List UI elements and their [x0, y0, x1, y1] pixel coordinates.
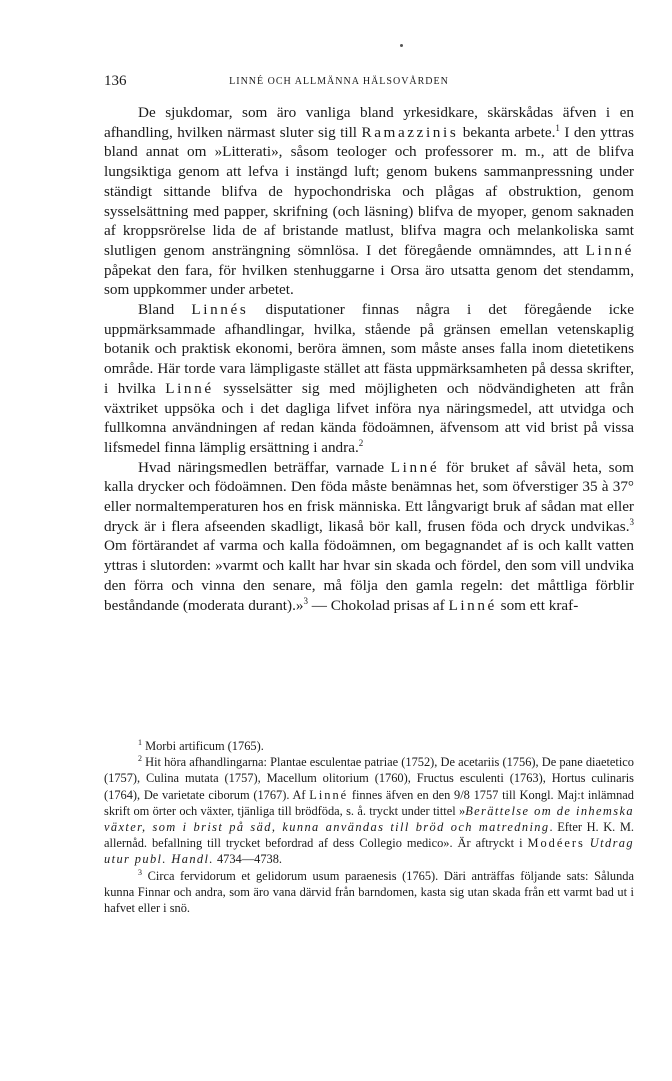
- footnote-3: [104, 868, 634, 917]
- footnote-text: 1757 till Kongl. Maj:t inlämnad skrift om örter och växter, tjänliga till brödföda, s. å. tryckt under tittel »: [104, 787, 634, 818]
- footnote-2: [104, 754, 634, 867]
- text-run: I den yttras bland annat om »Litterati», såsom teologer och professorer m. m., att de blifva lungsiktiga genom att lefva i instängd luft; genom bukens sammanpressning under ständigt sittande blifva de hypochondriska och plågas af obstruktion, genom sysselsättning med papper, skrifning (och läsning) blifva de myoper, genom saknaden af kroppsrörelse lida de af bristande matlust, blifva magra och melankoliska samt slutligen genom ansträngning sömnlösa. I det föregående omnämndes, att: [104, 123, 634, 259]
- author-name-ramazzini: Ramazzinis: [361, 123, 459, 141]
- footnote-text: Morbi artificum (1765).: [142, 739, 264, 753]
- paragraph-2: [104, 300, 634, 458]
- text-run: De sjukdomar, som äro vanliga bland yrkesidkare, skärskådas äfven i en afhandling, hvilken närmast sluter sig till: [104, 104, 634, 141]
- paragraph-1: [104, 103, 634, 300]
- footnote-text: Circa fervidorum et gelidorum usum paraenesis (1765). Däri anträffas följande sats: Sålunda kunna Finnar och andra, som äro vana därvid från barndomen, kasta sig utan skada från ett varmt bad ut i hafvet eller i snö.: [104, 868, 634, 916]
- text-run: Hvad näringsmedlen beträffar, varnade: [138, 458, 391, 476]
- text-run: — Chokolad prisas af: [307, 596, 449, 614]
- author-name-linne: Linné: [585, 241, 634, 259]
- date-fraction: 9/8: [454, 787, 470, 802]
- text-run: påpekat den fara, för hvilken stenhuggarne i Orsa äro utsatta genom det stendamm, som uppkommer under arbetet.: [104, 261, 634, 299]
- page-header: [104, 73, 574, 95]
- text-run: bekanta arbete.: [458, 123, 556, 141]
- page-number: 136: [104, 73, 127, 89]
- footnote-ref-3: 3: [629, 516, 634, 527]
- text-run: disputationer finnas några i det föregående icke uppmärksammade afhandlingar, hvilka, stående på gränsen emellan vetenskaplig botanik och praktisk ekonomi, beröra ämnen, som måste anses falla inom dietetikens område. Här torde vara lämpligaste stället att fästa uppmärksamheten på dessa skrifter, i hvilka: [104, 301, 634, 397]
- author-name-linnes: Linnés: [191, 301, 249, 319]
- book-title: Utdrag utur publ. Handl.: [104, 836, 634, 867]
- author-name-linne: Linné: [390, 458, 440, 476]
- author-name-linne: Linné: [309, 787, 349, 802]
- footnote-ref-2: 2: [358, 437, 364, 448]
- footnotes: [104, 738, 634, 916]
- footnote-1: [104, 738, 634, 754]
- author-name-linne: Linné: [165, 379, 214, 397]
- body-text: [104, 103, 634, 615]
- footnote-marker: 1: [138, 738, 142, 747]
- book-title: Berättelse om de inhemska växter, som i brist på säd, kunna användas till bröd och matredning: [104, 803, 634, 835]
- text-run: Bland: [138, 301, 192, 319]
- text-run: Om förtärandet af varma och kalla födoämnen, om begagnandet af is och kallt vatten yttras i slutorden: »varmt och kallt har hvar sin skada och fördel, den som vill undvika den förra och vinna den senare, må följa den gamla regeln: det måttliga förblir beståndande (moderata durant).»: [104, 537, 634, 614]
- text-run: sysselsätter sig med möjligheten och nödvändigheten att från växtriket uppsöka och i det dagliga lifvet införa nya näringsmedel, att utvidga och fullkomna användningen af redan kända födoämnen, äfvensom att vid brist på vissa lifsmedel finna lämplig ersättning i andra.: [104, 379, 634, 456]
- paragraph-3: [104, 458, 634, 616]
- footnote-text: . Efter H. K. M. allernåd. befallning till trycket befordrad af dess Collegio medico». Är aftryckt i: [104, 820, 634, 851]
- footnote-ref-3b: 3: [303, 595, 308, 606]
- author-name-modeer: Modéers: [527, 836, 585, 851]
- footnote-text: 4734—4738.: [213, 852, 283, 867]
- footnote-marker: 3: [138, 867, 142, 877]
- author-name-linne: Linné: [448, 596, 497, 614]
- footnote-ref-1: 1: [555, 122, 560, 133]
- text-run: som ett kraf-: [496, 596, 579, 614]
- running-head: LINNÉ OCH ALLMÄNNA HÄLSOVÅRDEN: [229, 76, 449, 87]
- printer-mark: [400, 44, 403, 47]
- footnote-text: finnes äfven en den: [348, 787, 455, 802]
- text-run: för bruket af såväl heta, som kalla drycker och födoämnen. Den föda måste benämnas het, som öfverstiger 35 à 37° eller normaltemperaturen hos en frisk människa. Ett långvarigt bruk af sådan mat eller dryck är i flera afseenden skadligt, likaså bör kall, frusen föda och dryck undvikas.: [104, 458, 634, 535]
- footnote-marker: 2: [138, 754, 142, 764]
- footnote-text: Hit höra afhandlingarna: Plantae esculentae patriae (1752), De acetariis (1756), De pane diaetetico (1757), Culina mutata (1757), Macellum olitorium (1760), Fructus esculenti (1763), Hortus culinaris (1764), De varietate ciborum (1767). Af: [104, 755, 634, 802]
